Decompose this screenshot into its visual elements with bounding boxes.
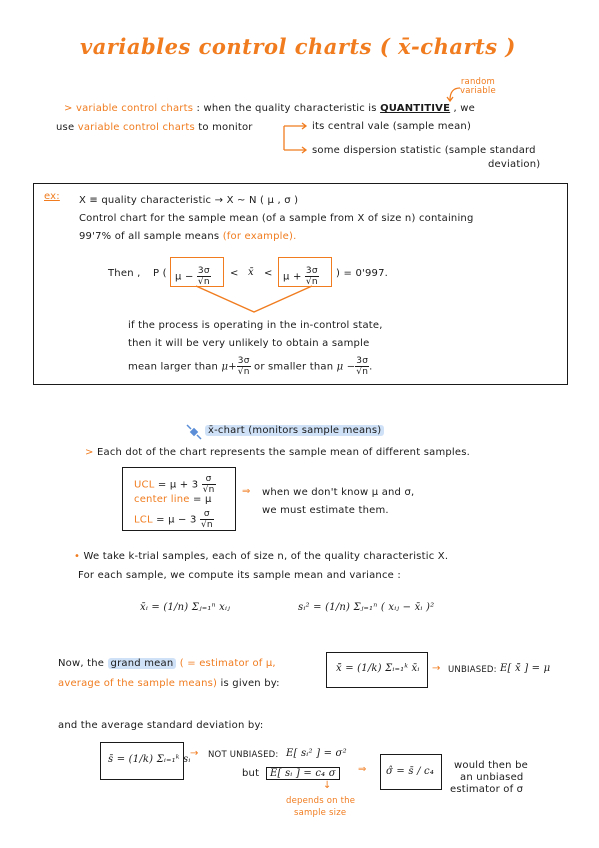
- intro-line-1: > variable control charts : when the quality characteristic is QUANTITIVE , we: [64, 103, 476, 114]
- page-title: variables control charts ( x̄-charts ): [80, 34, 516, 59]
- note-line-1: if the process is operating in the in-control state,: [128, 320, 383, 331]
- grand-line-1: [58, 658, 276, 669]
- branch-dispersion-cont: deviation): [488, 159, 541, 170]
- xbar-symbol: x̄: [248, 267, 254, 278]
- xchart-bullet-text: Each dot of the chart represents the sample mean of different samples.: [96, 447, 471, 458]
- branch-dispersion: some dispersion statistic (sample standard: [312, 145, 536, 156]
- center-eq: = μ: [193, 494, 212, 505]
- ucl-line: [134, 474, 216, 495]
- note-line-2: then it will be very unlikely to obtain a sample: [128, 338, 370, 349]
- sbar-formula: s̄ = (1/k) Σᵢ₌₁ᵏ sᵢ: [108, 754, 191, 765]
- intro-term: variable control charts: [75, 103, 194, 114]
- lower-prefix: μ −: [175, 271, 194, 283]
- intro-line-2: [56, 122, 253, 133]
- example-percent: 99'7% of all sample means: [79, 231, 220, 242]
- note-lower-den: √n: [356, 367, 369, 377]
- lt-2: <: [264, 268, 273, 279]
- lower-den: √n: [197, 277, 210, 287]
- prob-close: ) = 0'997.: [336, 268, 389, 279]
- grand-average: average of the sample means): [58, 678, 218, 689]
- note-larger: mean larger than: [128, 361, 219, 373]
- upper-limit: [283, 266, 319, 287]
- unknown-line-2: we must estimate them.: [262, 505, 389, 516]
- lcl-line: [134, 509, 214, 530]
- example-line-2: Control chart for the sample mean (of a sample from X of size n) containing: [79, 213, 474, 224]
- ucl-den: √n: [202, 485, 215, 495]
- upper-prefix: μ +: [283, 271, 302, 283]
- note-upper-num: 3σ: [237, 356, 250, 366]
- xchart-heading-text: x̄-chart (monitors sample means): [205, 425, 384, 436]
- lower-limit: [175, 266, 211, 287]
- would-line-3: estimator of σ: [450, 784, 524, 795]
- grand-mean-term: grand mean: [108, 658, 177, 669]
- intro-keyword: QUANTITIVE: [380, 103, 451, 114]
- intro-text-end: , we: [453, 103, 476, 114]
- random-variable-note: random variable: [460, 77, 496, 96]
- brace-connector-icon: [190, 285, 320, 315]
- lower-num: 3σ: [197, 266, 210, 276]
- stddev-text: and the average standard deviation by:: [58, 720, 264, 731]
- lcl-label: LCL: [134, 514, 153, 526]
- note-line-3: [128, 356, 373, 377]
- arrow-icon-2: →: [190, 748, 199, 759]
- grand-estimator: ( = estimator of μ,: [179, 658, 276, 669]
- sigma-hat-formula: σ̂ = s̄ / c₄: [386, 766, 435, 777]
- example-line-1: X ≡ quality characteristic → X ~ N ( μ , σ ): [79, 195, 299, 206]
- unknown-line-1: when we don't know μ and σ,: [262, 487, 415, 498]
- upper-num: 3σ: [305, 266, 318, 276]
- lcl-eq: = μ − 3: [156, 514, 197, 526]
- grand-mean-formula: x̄̄ = (1/k) Σᵢ₌₁ᵏ x̄ᵢ: [336, 663, 420, 674]
- intro-monitor: to monitor: [198, 122, 253, 133]
- arrow-icon: →: [432, 663, 441, 674]
- intro-term-2: variable control charts: [77, 122, 195, 133]
- then-label: Then ,: [108, 268, 141, 279]
- center-line: [134, 494, 212, 505]
- samples-text-1: We take k-trial samples, each of size n, of the quality characteristic X.: [83, 551, 449, 562]
- stddev-line: [58, 720, 263, 731]
- note-upper-den: √n: [237, 367, 250, 377]
- note-lower: μ −: [336, 361, 356, 373]
- lt-1: <: [230, 268, 239, 279]
- grand-given: is given by:: [220, 678, 280, 689]
- double-arrow-icon-2: ⇒: [358, 764, 367, 775]
- xchart-heading: [205, 425, 384, 436]
- example-for-example: (for example).: [222, 231, 297, 242]
- expect-s: E[ sᵢ ] = c₄ σ: [266, 767, 340, 780]
- intro-use: use: [56, 122, 75, 133]
- samples-line-2: For each sample, we compute its sample mean and variance :: [78, 570, 401, 581]
- grand-line-2: [58, 678, 280, 689]
- note-upper: μ+: [221, 361, 237, 373]
- variance-formula: sᵢ² = (1/n) Σⱼ₌₁ⁿ ( xᵢⱼ − x̄ᵢ )²: [298, 602, 435, 613]
- upper-den: √n: [305, 277, 318, 287]
- intro-text: : when the quality characteristic is: [196, 103, 377, 114]
- but-label: but: [242, 768, 260, 779]
- expect-sq: E[ sᵢ² ] = σ²: [286, 748, 347, 759]
- branch-arrow-icon: [282, 122, 312, 156]
- satellite-icon: [186, 424, 202, 440]
- center-label: center line: [134, 494, 190, 505]
- note-lower-num: 3σ: [356, 356, 369, 366]
- depends-line-2: sample size: [294, 808, 347, 818]
- lcl-den: √n: [200, 520, 213, 530]
- down-arrow-icon: ↓: [323, 780, 332, 791]
- branch-central: its central vale (sample mean): [312, 121, 472, 132]
- depends-line-1: depends on the: [286, 796, 356, 806]
- lcl-num: σ: [200, 509, 214, 520]
- note-smaller: or smaller than: [254, 361, 334, 373]
- not-unbiased-label: NOT UNBIASED:: [208, 750, 279, 760]
- double-arrow-icon: ⇒: [242, 486, 251, 497]
- would-line-2: an unbiased: [460, 772, 524, 783]
- ucl-eq: = μ + 3: [157, 479, 199, 491]
- curved-arrow-icon: [446, 86, 466, 104]
- unbiased-eq: E[ x̄̄ ] = μ: [500, 663, 551, 674]
- unbiased-label: UNBIASED:: [448, 665, 497, 675]
- xchart-bullet: > Each dot of the chart represents the sample mean of different samples.: [85, 447, 471, 458]
- example-line-3: [79, 231, 296, 242]
- ucl-num: σ: [202, 474, 216, 485]
- note-period: .: [369, 361, 373, 373]
- ucl-label: UCL: [134, 479, 155, 491]
- grand-now: Now, the: [58, 658, 105, 669]
- prob-open: P (: [153, 268, 167, 279]
- would-line-1: would then be: [454, 760, 528, 771]
- mean-formula: x̄ᵢ = (1/n) Σⱼ₌₁ⁿ xᵢⱼ: [140, 602, 231, 613]
- example-label: ex:: [44, 191, 60, 202]
- samples-line-1: • We take k-trial samples, each of size n, of the quality characteristic X.: [74, 551, 449, 562]
